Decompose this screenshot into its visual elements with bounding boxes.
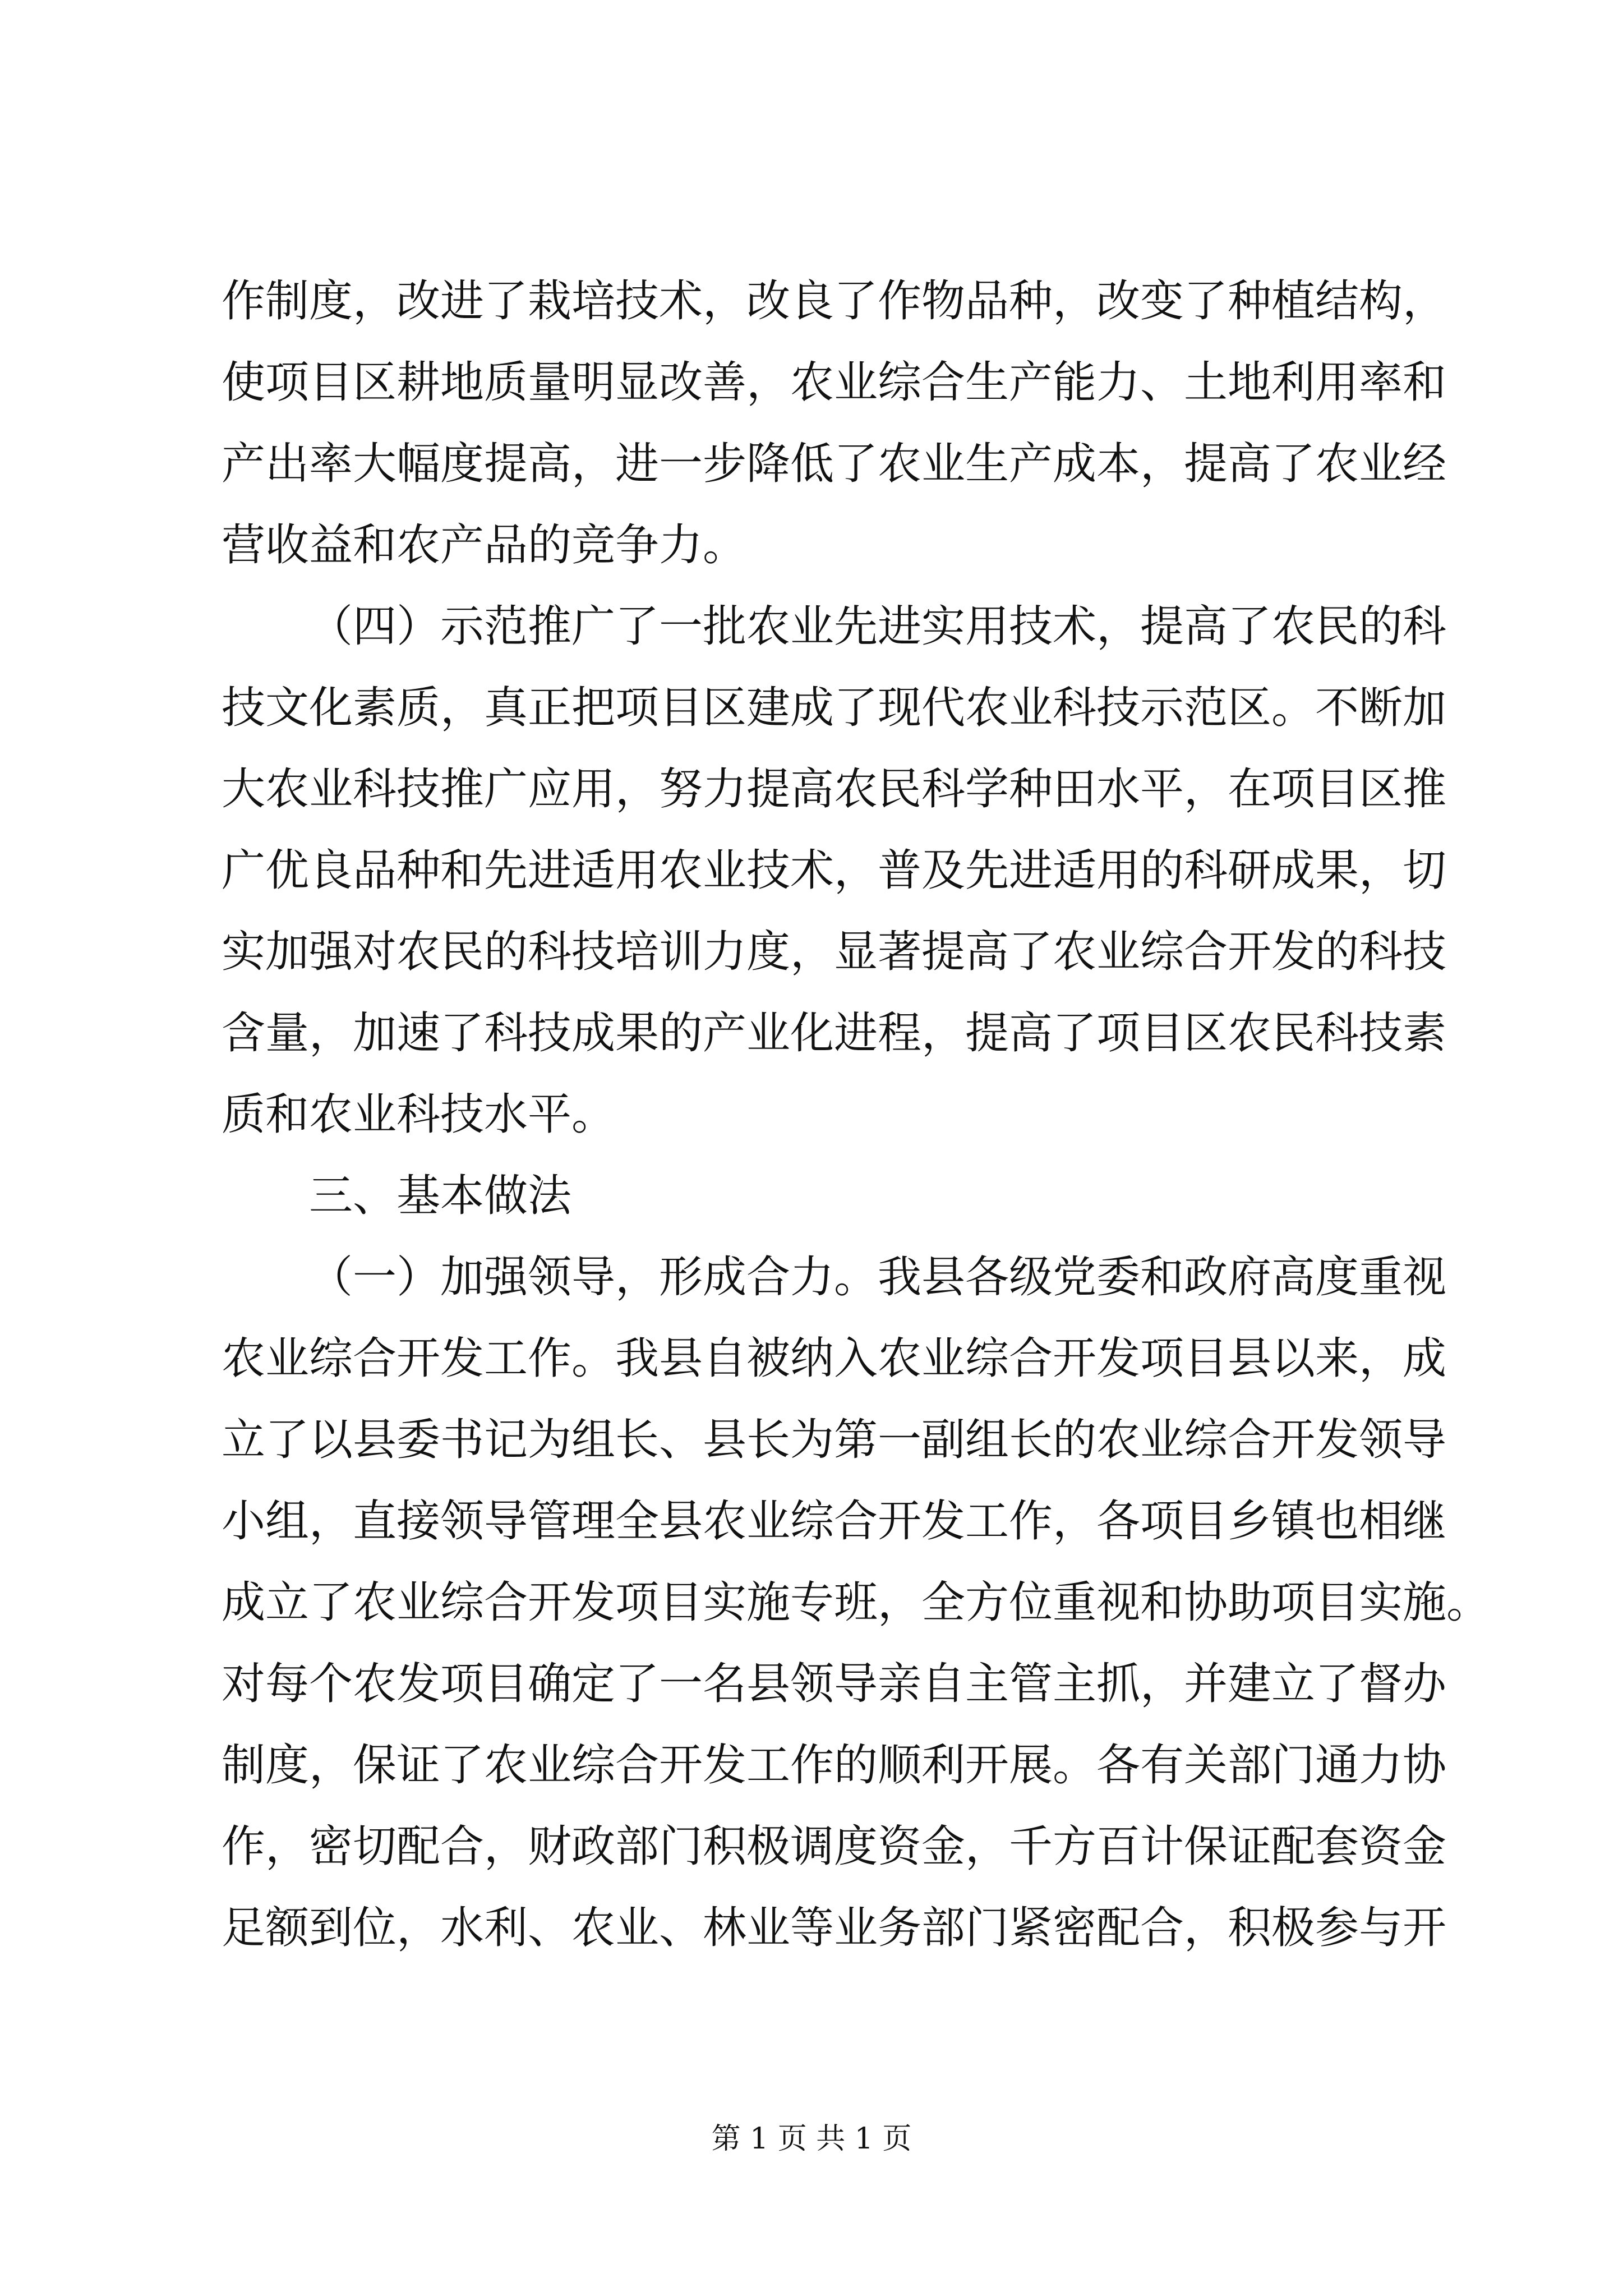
text-line: （四）示范推广了一批农业先进实用技术，提高了农民的科 <box>309 601 1447 652</box>
text-line: 大农业科技推广应用，努力提高农民科学种田水平，在项目区推 <box>222 764 1447 815</box>
page-number-label: 第 1 页 共 1 页 <box>711 2122 912 2156</box>
text-line: 对每个农发项目确定了一名县领导亲自主管主抓，并建立了督办 <box>222 1659 1447 1709</box>
text-line: 立了以县委书记为组长、县长为第一副组长的农业综合开发领导 <box>222 1415 1447 1465</box>
section-heading: 三、基本做法 <box>309 1171 572 1221</box>
text-line: 产出率大幅度提高，进一步降低了农业生产成本，提高了农业经 <box>222 439 1447 489</box>
text-line: 实加强对农民的科技培训力度，显著提高了农业综合开发的科技 <box>222 927 1447 977</box>
text-line: 作制度，改进了栽培技术，改良了作物品种，改变了种植结构， <box>222 276 1447 326</box>
text-line: 足额到位，水利、农业、林业等业务部门紧密配合，积极参与开 <box>222 1903 1447 1953</box>
text-line: 农业综合开发工作。我县自被纳入农业综合开发项目县以来，成 <box>222 1333 1447 1384</box>
text-line: 小组，直接领导管理全县农业综合开发工作，各项目乡镇也相继 <box>222 1496 1447 1547</box>
text-line: 成立了农业综合开发项目实施专班，全方位重视和协助项目实施。 <box>222 1577 1491 1628</box>
text-line: 作，密切配合，财政部门积极调度资金，千方百计保证配套资金 <box>222 1821 1447 1872</box>
text-line: 制度，保证了农业综合开发工作的顺利开展。各有关部门通力协 <box>222 1740 1447 1791</box>
body-text <box>222 261 1491 1969</box>
text-line: （一）加强领导，形成合力。我县各级党委和政府高度重视 <box>309 1252 1447 1303</box>
text-line: 使项目区耕地质量明显改善，农业综合生产能力、土地利用率和 <box>222 357 1447 408</box>
text-line: 含量，加速了科技成果的产业化进程，提高了项目区农民科技素 <box>222 1008 1447 1059</box>
text-line: 营收益和农产品的竞争力。 <box>222 520 747 570</box>
page-footer <box>0 2119 1623 2159</box>
text-line: 技文化素质，真正把项目区建成了现代农业科技示范区。不断加 <box>222 683 1447 733</box>
text-line: 质和农业科技水平。 <box>222 1089 616 1140</box>
text-line: 广优良品种和先进适用农业技术，普及先进适用的科研成果，切 <box>222 845 1447 896</box>
